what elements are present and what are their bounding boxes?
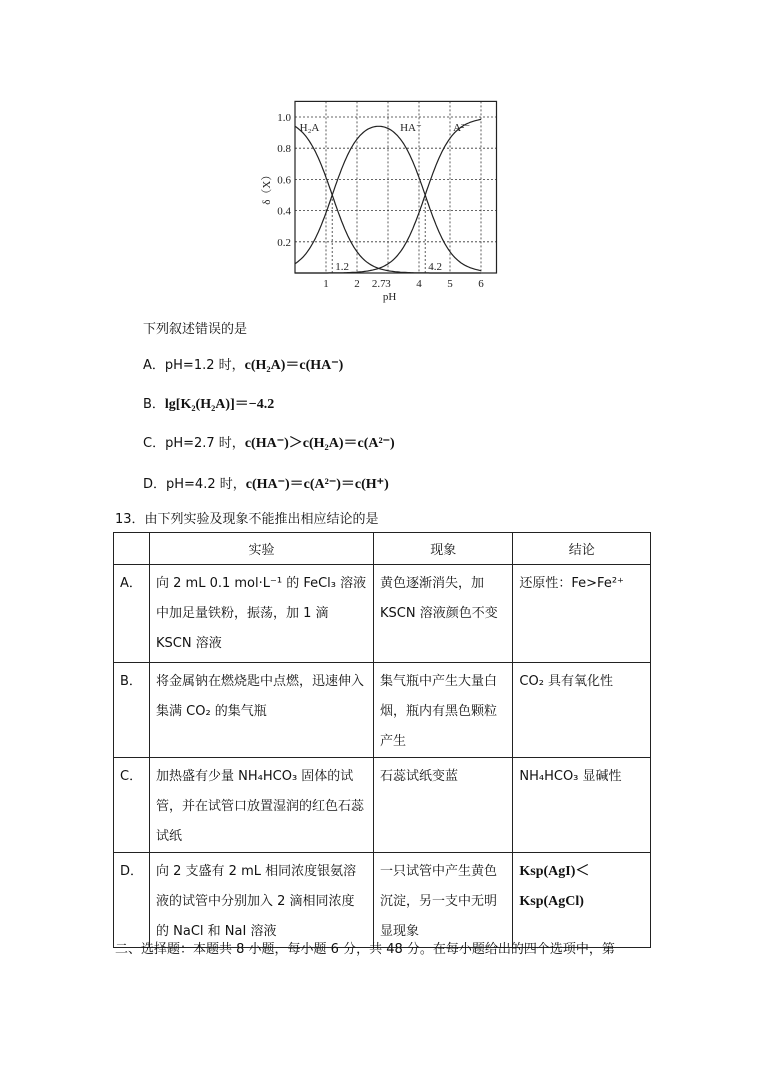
y-tick-label: 0.2 <box>277 236 291 249</box>
y-tick-label: 0.4 <box>277 205 291 218</box>
option-label: D． <box>143 477 167 492</box>
table-row <box>114 853 651 948</box>
phenomenon-cell: 石蕊试纸变蓝 <box>374 758 513 853</box>
row-label: B． <box>114 663 150 758</box>
series-label-h2a: H₂A <box>299 122 320 135</box>
option-formula: c(H₂A)＝c(HA⁻) <box>244 358 344 373</box>
question-stem: 下列叙述错误的是 <box>143 322 248 337</box>
x-tick-label: 6 <box>478 278 484 290</box>
y-axis-label: δ（X） <box>261 169 273 205</box>
conclusion-cell: CO₂ 具有氧化性 <box>513 663 651 758</box>
table-row <box>114 758 651 853</box>
row-label: A． <box>114 565 150 663</box>
y-tick-label: 1.0 <box>277 112 291 124</box>
table-row <box>114 663 651 758</box>
phenomenon-cell: 集气瓶中产生大量白烟，瓶内有黑色颗粒产生 <box>374 663 513 758</box>
option-d <box>143 473 389 493</box>
y-tick-label: 0.6 <box>277 174 291 187</box>
option-a <box>143 354 343 374</box>
y-tick-label: 0.8 <box>277 143 291 156</box>
table-row <box>114 565 651 663</box>
x-axis-label: pH <box>382 291 397 303</box>
option-formula: lg[K₂(H₂A)]＝−4.2 <box>164 397 275 412</box>
option-text: pH=1.2 时， <box>164 358 245 373</box>
option-formula: c(HA⁻)＞c(H₂A)＝c(A²⁻) <box>244 436 395 451</box>
section-heading: 二、选择题：本题共 8 小题，每小题 6 分，共 48 分。在每小题给出的四个选项中，第 <box>115 942 615 957</box>
phenomenon-cell: 一只试管中产生黄色沉淀，另一支中无明显现象 <box>374 853 513 948</box>
row-label: D． <box>114 853 150 948</box>
table-header <box>114 533 651 565</box>
option-label: C． <box>143 436 166 451</box>
x-tick-label: 3 <box>385 278 391 290</box>
series-label-a2: A²⁻ <box>453 122 471 135</box>
x-tick-label: 1 <box>323 278 329 290</box>
series-label-ha: HA⁻ <box>400 122 422 135</box>
question13-stem: 13．由下列实验及现象不能推出相应结论的是 <box>115 512 379 527</box>
x-tick-label: 2 <box>354 278 360 290</box>
experiment-cell: 将金属钠在燃烧匙中点燃，迅速伸入集满 CO₂ 的集气瓶 <box>150 663 374 758</box>
x-tick-label: 2.7 <box>371 278 386 290</box>
option-text: pH=4.2 时， <box>166 477 246 492</box>
row-label: C． <box>114 758 150 853</box>
distribution-chart <box>260 95 510 310</box>
option-label: B． <box>143 397 165 412</box>
experiment-cell: 向 2 支盛有 2 mL 相同浓度银氨溶液的试管中分别加入 2 滴相同浓度的 NaCl 和 NaI 溶液 <box>150 853 374 948</box>
option-formula: c(HA⁻)＝c(A²⁻)＝c(H⁺) <box>245 477 389 492</box>
experiment-cell: 加热盛有少量 NH₄HCO₃ 固体的试管，并在试管口放置湿润的红色石蕊试纸 <box>150 758 374 853</box>
conclusion-cell: Ksp(AgI)＜Ksp(AgCl) <box>513 853 651 948</box>
x-tick-label: 5 <box>447 278 453 290</box>
option-b <box>143 393 274 413</box>
experiment-table <box>113 532 651 948</box>
header-phenomenon: 现象 <box>374 533 513 565</box>
x-tick-label: 4 <box>416 278 422 290</box>
conclusion-cell: NH₄HCO₃ 显碱性 <box>513 758 651 853</box>
annotation-label: 4.2 <box>428 261 442 273</box>
conclusion-cell: 还原性：Fe>Fe²⁺ <box>513 565 651 663</box>
experiment-cell: 向 2 mL 0.1 mol·L⁻¹ 的 FeCl₃ 溶液中加足量铁粉，振荡，加 1 滴 KSCN 溶液 <box>150 565 374 663</box>
option-label: A． <box>143 358 165 373</box>
annotation-label: 1.2 <box>335 261 349 273</box>
phenomenon-cell: 黄色逐渐消失，加 KSCN 溶液颜色不变 <box>374 565 513 663</box>
option-text: pH=2.7 时， <box>165 436 245 451</box>
header-experiment: 实验 <box>150 533 374 565</box>
option-c <box>143 432 395 452</box>
header-conclusion: 结论 <box>513 533 651 565</box>
header-cell <box>114 533 150 565</box>
